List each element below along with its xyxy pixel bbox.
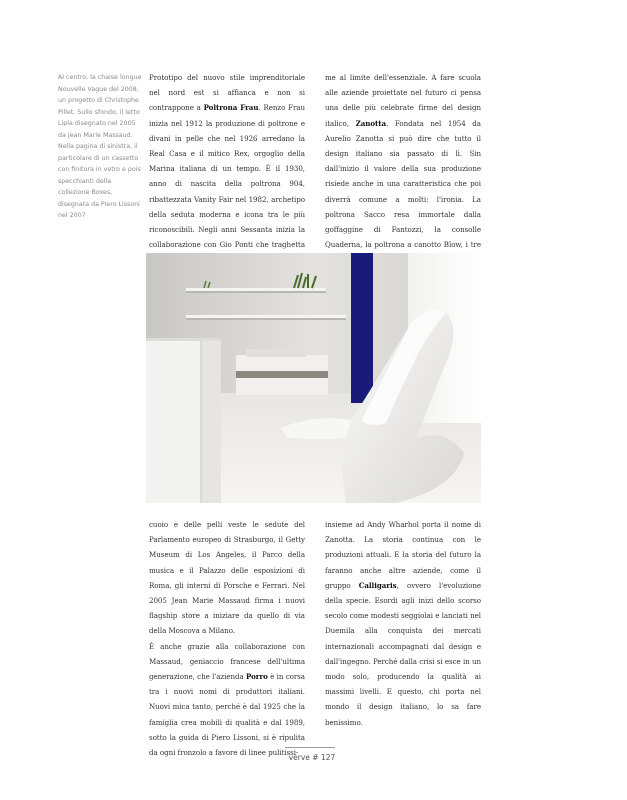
paragraph-text: È anche grazie alla collaborazione con Massaud, geniaccio francese dell'ultima generazione, che l'azienda bbox=[149, 641, 305, 682]
footer-rule bbox=[285, 747, 335, 748]
text-column-1 bbox=[149, 70, 305, 283]
paragraph-text: è in corsa tra i nuovi nomi di produttori italiani. Nuovi mica tanto, perché è dal 1925 che la famiglia crea mobili di qualità e dal 1989, sotto la guida di Piero Lissoni, si è ripulita da ogni fronzolo a favore di linee pulitissi- bbox=[149, 672, 305, 758]
brand-name-poltrona-frau: Poltrona Frau bbox=[203, 103, 259, 113]
paragraph: cuoio e delle pelli veste le sedute del Parlamento europeo di Strasburgo, il Getty Museum di Los Angeles, il Parco della musica e il Palazzo delle esposizioni di Roma, gli interni di Porsche e Ferrari. Nel 2005 Jean Marie Massaud firma i nuovi flagship store a iniziare da quello di via della Moscova a Milano. bbox=[149, 520, 305, 636]
paragraph-text: . Renzo Frau inizia nel 1912 la produzione di poltrone e divani in pelle che nel 1926 arredano la Real Casa e il mitico Rex, orgoglio della Marina italiana di un tempo. È il 1930, anno di nascita della poltrona 904, ribattezzata Vanity Fair nel 1982, archetipo della seduta moderna e icona tra le più riconoscibili. Negli anni Sessanta inizia la collaborazione con Gio Ponti che traghetta bbox=[149, 103, 305, 250]
blue-wall-panel bbox=[351, 253, 373, 403]
paragraph-text: insieme ad Andy Wharhol porta il nome di Zanotta. La storia continua con le produzioni attuali. E la storia del futuro la faranno anche altre aziende, come il gruppo bbox=[325, 520, 481, 590]
brand-name-porro: Porro bbox=[245, 672, 268, 682]
text-column-2 bbox=[325, 70, 481, 283]
photo-caption: Al centro, la chaise longue Nouvelle Vague del 2008, un progetto di Christophe Pillet. Sullo sfondo, il letto Lipla disegnato nel 2005 da Jean Marie Massaud. Nella pagina di sinistra, il particolare di un cassetto con finitura in vetro e pois specchianti della collezione Boxes, disegnata da Piero Lissoni nel 2007 bbox=[58, 74, 142, 219]
text-column-4 bbox=[325, 517, 481, 730]
page-number: verve # 127 bbox=[288, 753, 336, 762]
brand-name-calligaris: Calligaris bbox=[358, 580, 397, 590]
paragraph-text: me al limite dell'essenziale. A fare scuola alle aziende proiettate nel futuro ci pensa una delle più celebrate firme del design italico, bbox=[325, 73, 481, 128]
paragraph-text: , ovvero l'evoluzione della specie. Esordi agli inizi dello scorso secolo come modesti seggiolai e lanciati nel Duemila alla conquista dei mercati internazionali accompagnati dal design e dall'ingegno. Perché dalla crisi si esce in un modo solo, producendo la qualità ai massimi livelli. E questo, chi porta nel mondo il design italiano, lo sa fare benissimo. bbox=[325, 580, 482, 727]
interior-photo bbox=[146, 253, 481, 503]
text-column-3 bbox=[149, 517, 305, 760]
paragraph-text: . Fondata nel 1954 da Aurelio Zanotta si può dire che tutto il design italiano sia passato di lì. Sin dall'inizio il valore della sua produzione risiede anche in una caratteristica che poi diverrà comune a molti: l'ironia. La poltrona Sacco resa immortale dalla goffaggine di Fantozzi, la consolle Quaderna, la poltrona a canotto Blow, i tre bbox=[325, 118, 481, 250]
interior-photo-illustration bbox=[146, 253, 481, 503]
brand-name-zanotta: Zanotta bbox=[355, 118, 387, 128]
paragraph-text: Prototipo del nuovo stile imprenditoriale nel nord est si affianca e non si contrappone a bbox=[149, 73, 305, 113]
